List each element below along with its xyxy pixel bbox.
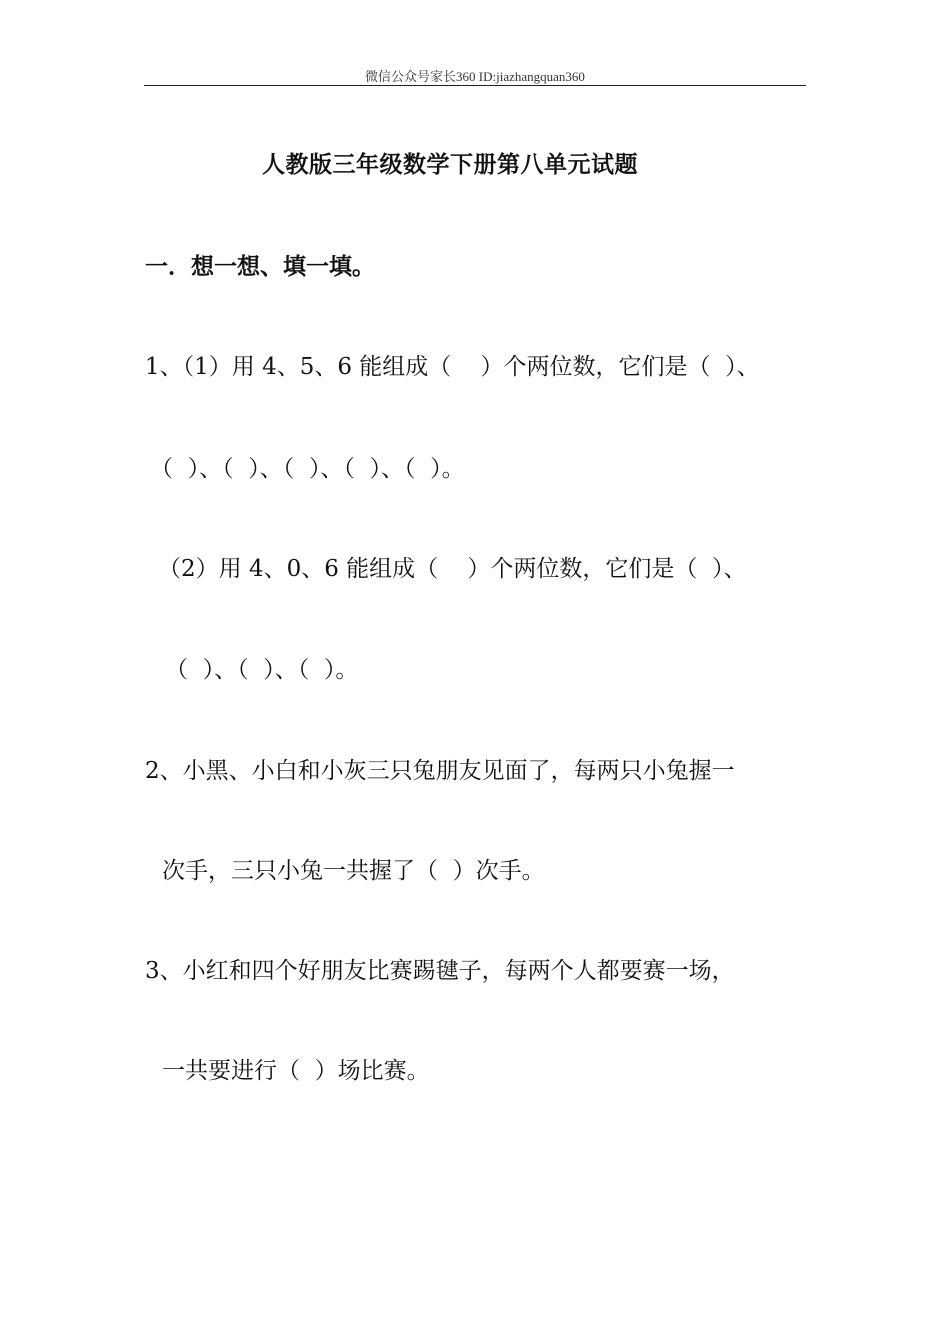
page-header-text: 微信公众号家长360 ID:jiazhangquan360 xyxy=(365,69,585,84)
question-2-line-2: 次手，三只小兔一共握了（ ）次手。 xyxy=(162,858,545,884)
question-2-line-1: 2、小黑、小白和小灰三只兔朋友见面了，每两只小兔握一 xyxy=(145,758,735,784)
question-3-line-1: 3、小红和四个好朋友比赛踢毽子，每两个人都要赛一场， xyxy=(145,958,735,984)
header-divider xyxy=(144,85,806,86)
question-3-line-2: 一共要进行（ ）场比赛。 xyxy=(162,1058,430,1084)
question-1-part-1-line-1: 1、（1）用 4、5、6 能组成（ ）个两位数，它们是（ ）、 xyxy=(145,354,760,380)
section-one-heading: 一．想一想、填一填。 xyxy=(145,253,375,280)
document-title: 人教版三年级数学下册第八单元试题 xyxy=(262,151,638,178)
question-1-part-1-line-2: （ ）、（ ）、（ ）、（ ）、（ ）。 xyxy=(150,456,465,482)
question-1-part-2-line-2: （ ）、（ ）、（ ）。 xyxy=(165,657,359,683)
question-1-part-2-line-1: （2）用 4、0、6 能组成（ ）个两位数，它们是（ ）、 xyxy=(158,556,747,582)
